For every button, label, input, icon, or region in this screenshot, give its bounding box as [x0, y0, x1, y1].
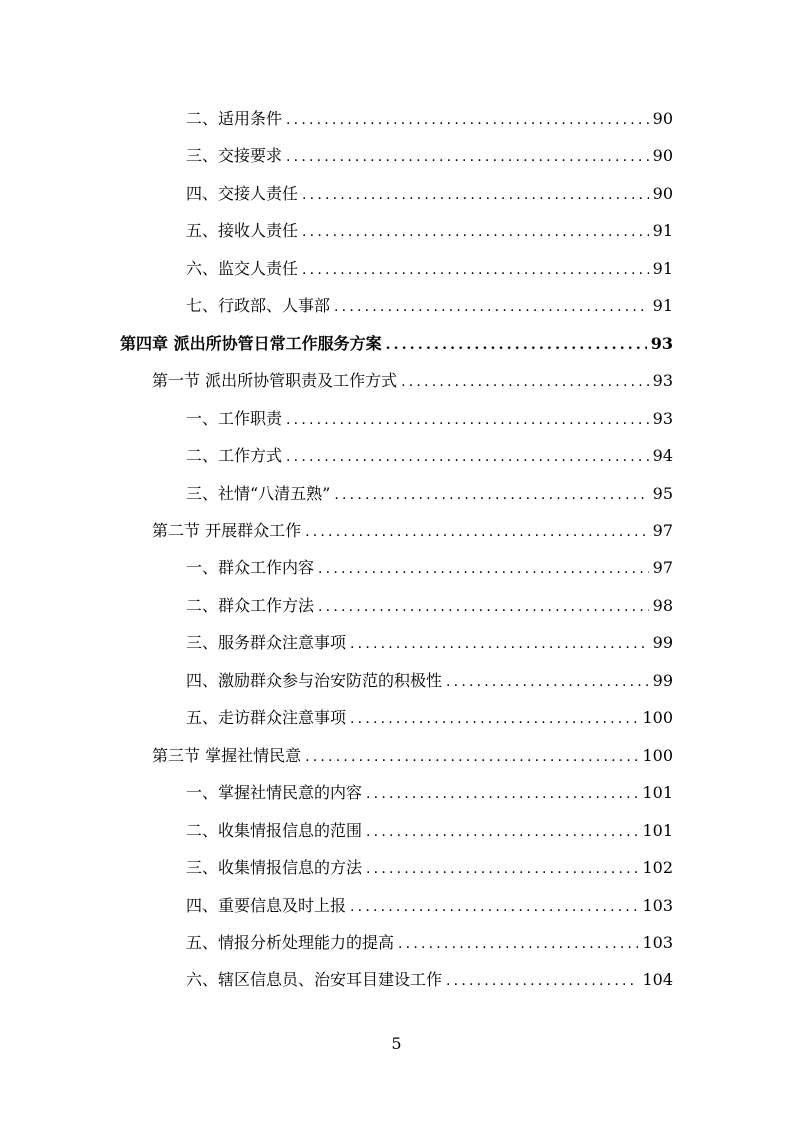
toc-entry[interactable]: [120, 332, 673, 356]
toc-entry-page: 91: [652, 258, 673, 278]
toc-entry-title: 六、辖区信息员、治安耳目建设工作: [186, 970, 443, 990]
toc-entry-page: 90: [652, 183, 673, 203]
toc-entry-page: 99: [652, 633, 673, 653]
toc-entry[interactable]: [186, 594, 673, 618]
toc-entry[interactable]: [186, 856, 673, 880]
toc-entry-title: 一、群众工作内容: [186, 558, 315, 578]
toc-entry[interactable]: [186, 407, 673, 431]
toc-entry-title: 四、激励群众参与治安防范的积极性: [186, 670, 443, 690]
toc-entry-title: 三、社情“八清五熟”: [186, 483, 331, 503]
toc-entry[interactable]: [186, 819, 673, 843]
toc-entry[interactable]: [186, 482, 673, 506]
toc-dot-leader: [446, 969, 638, 993]
toc-entry-page: 91: [652, 296, 673, 316]
toc-entry-page: 93: [652, 408, 673, 428]
toc-entry[interactable]: [152, 519, 673, 543]
toc-dot-leader: [366, 857, 638, 881]
toc-dot-leader: [401, 370, 649, 394]
toc-entry[interactable]: [186, 444, 673, 468]
toc-entry-title: 第三节 掌握社情民意: [152, 745, 302, 765]
toc-dot-leader: [350, 895, 638, 919]
toc-entry[interactable]: [152, 369, 673, 393]
toc-entry-title: 第二节 开展群众工作: [152, 521, 302, 540]
toc-entry-title: 二、收集情报信息的范围: [186, 820, 363, 840]
toc-entry-page: 101: [642, 783, 673, 803]
toc-entry[interactable]: [186, 631, 673, 655]
toc-entry-page: 98: [652, 595, 673, 615]
toc-entry[interactable]: [186, 781, 673, 805]
toc-entry-title: 第四章 派出所协管日常工作服务方案: [120, 333, 382, 353]
toc-entry-title: 二、适用条件: [186, 109, 283, 128]
toc-entry-page: 91: [652, 221, 673, 241]
toc-dot-leader: [318, 595, 649, 619]
toc-entry-title: 一、工作职责: [186, 408, 283, 428]
toc-entry-page: 94: [652, 446, 673, 466]
toc-dot-leader: [350, 707, 638, 731]
toc-dot-leader: [366, 782, 638, 806]
toc-entry-title: 五、走访群众注意事项: [186, 708, 347, 728]
toc-dot-leader: [446, 670, 649, 694]
toc-dot-leader: [305, 745, 638, 769]
toc-entry-page: 100: [642, 745, 673, 765]
toc-entry-title: 第一节 派出所协管职责及工作方式: [152, 371, 398, 391]
toc-dot-leader: [334, 295, 649, 319]
toc-entry[interactable]: [186, 968, 673, 992]
toc-entry[interactable]: [186, 894, 673, 918]
toc-entry-page: 102: [642, 858, 673, 877]
toc-dot-leader: [350, 632, 649, 656]
toc-entry-title: 五、情报分析处理能力的提高: [186, 932, 395, 952]
toc-entry-title: 七、行政部、人事部: [186, 296, 331, 316]
toc-dot-leader: [286, 445, 649, 469]
toc-entry-title: 三、收集情报信息的方法: [186, 858, 363, 877]
toc-entry-page: 93: [652, 371, 673, 391]
toc-entry-title: 一、掌握社情民意的内容: [186, 783, 363, 803]
toc-entry-page: 103: [642, 895, 673, 915]
toc-dot-leader: [286, 408, 649, 432]
toc-entry[interactable]: [186, 107, 673, 131]
toc-entry-page: 101: [642, 820, 673, 840]
toc-entry-page: 97: [652, 558, 673, 578]
toc-dot-leader: [386, 333, 647, 357]
toc-entry-title: 二、群众工作方法: [186, 595, 315, 615]
toc-entry-title: 三、交接要求: [186, 146, 283, 166]
toc-entry[interactable]: [186, 669, 673, 693]
toc-dot-leader: [318, 557, 649, 581]
toc-dot-leader: [302, 258, 649, 282]
toc-entry[interactable]: [186, 257, 673, 281]
toc-dot-leader: [305, 520, 649, 544]
toc-dot-leader: [398, 932, 638, 956]
toc-entry[interactable]: [186, 219, 673, 243]
toc-entry-title: 五、接收人责任: [186, 221, 299, 241]
toc-entry-page: 104: [642, 970, 673, 990]
page-number: 5: [391, 1034, 402, 1053]
toc-entry-page: 90: [652, 109, 673, 128]
toc-entry[interactable]: [186, 294, 673, 318]
toc-entry[interactable]: [186, 556, 673, 580]
toc-dot-leader: [366, 820, 638, 844]
toc-entry-page: 99: [652, 670, 673, 690]
toc-dot-leader: [334, 483, 648, 507]
toc-entry[interactable]: [186, 144, 673, 168]
toc-entry-title: 二、工作方式: [186, 446, 283, 466]
toc-entry[interactable]: [186, 182, 673, 206]
toc-entry-page: 95: [652, 483, 673, 503]
toc-entry-title: 六、监交人责任: [186, 258, 299, 278]
toc-dot-leader: [286, 108, 649, 132]
toc-entry-title: 四、重要信息及时上报: [186, 895, 347, 915]
toc-entry-title: 三、服务群众注意事项: [186, 633, 347, 653]
toc-entry[interactable]: [152, 744, 673, 768]
toc-entry[interactable]: [186, 706, 673, 730]
toc-entry-page: 93: [650, 333, 673, 353]
toc-entry-page: 100: [642, 708, 673, 728]
toc-entry-page: 90: [652, 146, 673, 166]
toc-entry[interactable]: [186, 931, 673, 955]
toc-dot-leader: [286, 145, 649, 169]
toc-dot-leader: [302, 183, 649, 207]
toc-entry-page: 97: [652, 521, 673, 540]
toc-entry-page: 103: [642, 932, 673, 952]
toc-entry-title: 四、交接人责任: [186, 183, 299, 203]
toc-dot-leader: [302, 220, 649, 244]
